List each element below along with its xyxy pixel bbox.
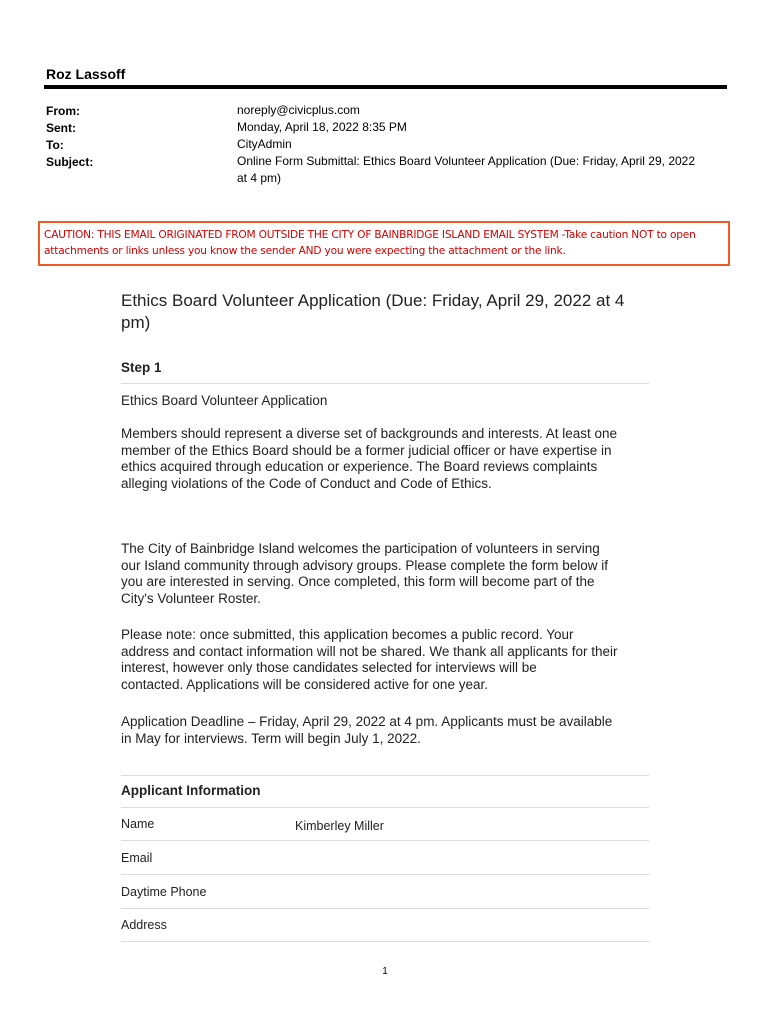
- header-from-label: From:: [46, 104, 80, 118]
- field-email-label: Email: [121, 851, 153, 865]
- page-number: 1: [382, 966, 388, 977]
- paragraph-line: Members should represent a diverse set of backgrounds and interests. At least one: [121, 426, 618, 441]
- section-top-divider: [121, 775, 649, 776]
- paragraph-line: alleging violations of the Code of Conduct and Code of Ethics.: [121, 475, 492, 491]
- form-title-line2: pm): [121, 313, 151, 332]
- field-divider: [121, 807, 649, 808]
- field-divider: [121, 941, 649, 942]
- form-subtitle: Ethics Board Volunteer Application: [121, 393, 328, 408]
- paragraph-line: interest, however only those candidates selected for interviews will be: [121, 660, 537, 675]
- header-sent-value: Monday, April 18, 2022 8:35 PM: [237, 120, 407, 134]
- form-title: [121, 290, 661, 334]
- paragraph-line: ethics acquired through education or experience. The Board reviews complaints: [121, 459, 598, 474]
- paragraph-public-record: [121, 627, 641, 693]
- paragraph-ethics-board: [121, 426, 641, 492]
- paragraph-line: Please note: once submitted, this application becomes a public record. Your: [121, 627, 574, 642]
- header-sent-label: Sent:: [46, 121, 76, 135]
- header-subject-label: Subject:: [46, 155, 94, 169]
- step-divider: [121, 383, 649, 384]
- form-title-line1: Ethics Board Volunteer Application (Due: Friday, April 29, 2022 at 4: [121, 291, 625, 310]
- field-divider: [121, 908, 649, 909]
- caution-text-line2: attachments or links unless you know the sender AND you were expecting the attachment or the link.: [44, 245, 566, 257]
- paragraph-deadline: [121, 714, 641, 747]
- field-name-value: Kimberley Miller: [295, 819, 384, 833]
- paragraph-line: member of the Ethics Board should be a former judicial officer or have expertise in: [121, 442, 612, 458]
- header-to-label: To:: [46, 138, 64, 152]
- caution-text-line1: CAUTION: THIS EMAIL ORIGINATED FROM OUTSIDE THE CITY OF BAINBRIDGE ISLAND EMAIL SYSTEM -Take caution NOT to open: [44, 229, 696, 241]
- caution-banner: [38, 221, 730, 266]
- paragraph-line: The City of Bainbridge Island welcomes the participation of volunteers in serving: [121, 541, 600, 556]
- paragraph-line: City's Volunteer Roster.: [121, 590, 261, 606]
- section-title: Applicant Information: [121, 783, 261, 798]
- field-address-label: Address: [121, 918, 167, 932]
- sender-name: Roz Lassoff: [46, 66, 126, 82]
- header-subject-value-line1: Online Form Submittal: Ethics Board Volunteer Application (Due: Friday, April 29, 2022: [237, 154, 696, 168]
- step-label: Step 1: [121, 360, 162, 375]
- field-name-label: Name: [121, 817, 155, 831]
- paragraph-line: you are interested in serving. Once completed, this form will become part of the: [121, 574, 595, 589]
- field-divider: [121, 840, 649, 841]
- header-subject-value-line2: at 4 pm): [237, 171, 282, 185]
- paragraph-line: Application Deadline – Friday, April 29, 2022 at 4 pm. Applicants must be available: [121, 714, 613, 729]
- header-to-value: CityAdmin: [237, 137, 292, 151]
- field-divider: [121, 874, 649, 875]
- paragraph-line: in May for interviews. Term will begin July 1, 2022.: [121, 730, 421, 746]
- header-from-value[interactable]: noreply@civicplus.com: [237, 103, 360, 117]
- paragraph-line: our Island community through advisory groups. Please complete the form below if: [121, 557, 608, 573]
- paragraph-line: address and contact information will not be shared. We thank all applicants for their: [121, 643, 618, 659]
- paragraph-welcome: [121, 541, 641, 607]
- paragraph-line: contacted. Applications will be considered active for one year.: [121, 676, 488, 692]
- sender-divider: [44, 85, 727, 89]
- field-phone-label: Daytime Phone: [121, 885, 207, 899]
